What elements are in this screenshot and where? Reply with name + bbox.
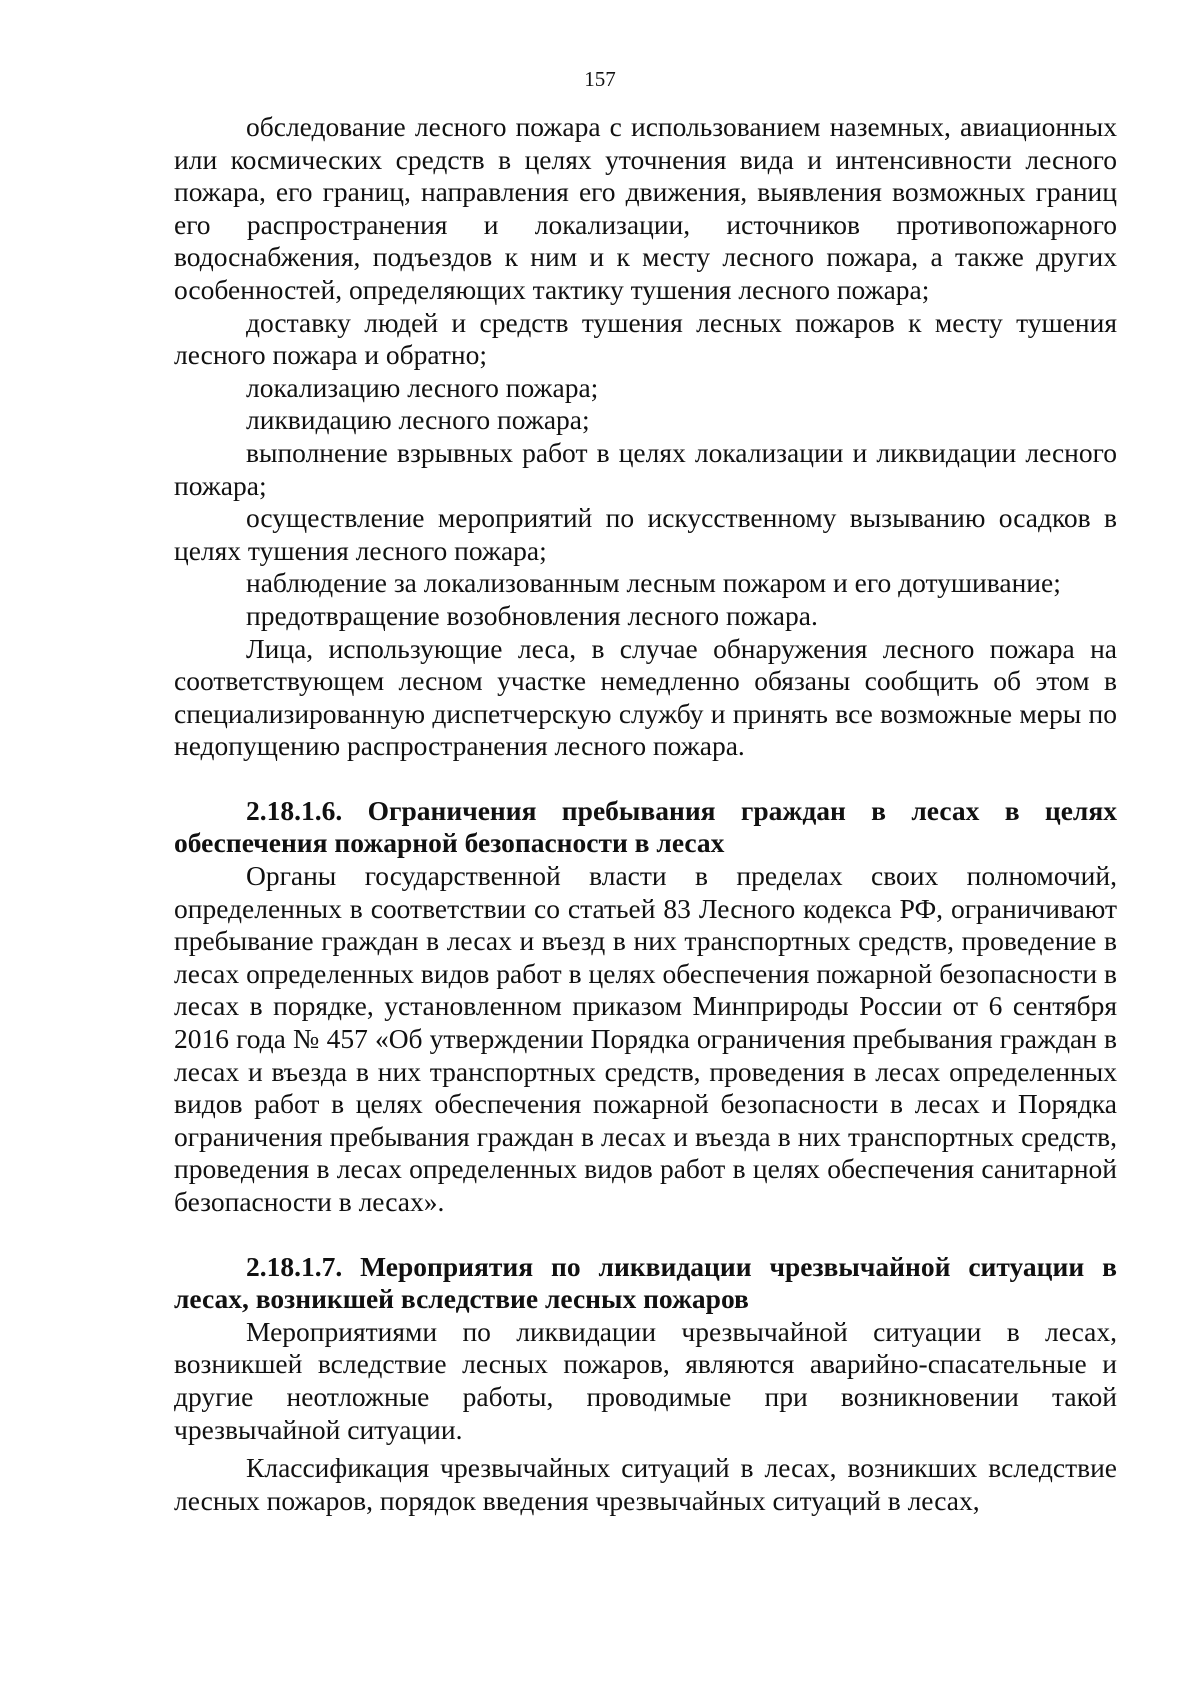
section-body-2-18-1-7-first: Мероприятиями по ликвидации чрезвычайной ситуации в лесах, возникшей вследствие лесных пожаров, являются аварийно-спасательные и другие неотложные работы, проводимые при возникновении такой чрезвычайной ситуации. [174,1315,1117,1445]
paragraph-fire-survey: обследование лесного пожара с использованием наземных, авиационных или космических средств в целях уточнения вида и интенсивности лесного пожара, его границ, направления его движения, выявления возможных границ его распространения и локализации, источников противопожарного водоснабжения, подъездов к ним и к месту лесного пожара, а также других особенностей, определяющих тактику тушения лесного пожара; [174,111,1117,305]
page-number: 157 [584,67,616,91]
paragraph-monitoring: наблюдение за локализованным лесным пожаром и его дотушивание; [246,567,1061,599]
paragraph-liquidation: ликвидацию лесного пожара; [246,404,590,436]
paragraph-blasting: выполнение взрывных работ в целях локализации и ликвидации лесного пожара; [174,436,1117,501]
paragraph-prevention: предотвращение возобновления лесного пожара. [246,599,818,631]
section-body-2-18-1-7-second: Классификация чрезвычайных ситуаций в лесах, возникших вследствие лесных пожаров, порядок введения чрезвычайных ситуаций в лесах, [174,1452,1117,1516]
paragraph-delivery: доставку людей и средств тушения лесных пожаров к месту тушения лесного пожара и обратно; [174,306,1117,371]
section-heading-2-18-1-7: 2.18.1.7. Мероприятия по ликвидации чрезвычайной ситуации в лесах, возникшей вследствие лесных пожаров [174,1250,1117,1315]
section-heading-2-18-1-6: 2.18.1.6. Ограничения пребывания граждан в лесах в целях обеспечения пожарной безопасности в лесах [174,794,1117,859]
section-body-2-18-1-6: Органы государственной власти в пределах своих полномочий, определенных в соответствии со статьей 83 Лесного кодекса РФ, ограничивают пребывание граждан в лесах и въезд в них транспортных средств, проведение в лесах определенных видов работ в целях обеспечения пожарной безопасности в лесах в порядке, установленном приказом Минприроды России от 6 сентября 2016 года № 457 «Об утверждении Порядка ограничения пребывания граждан в лесах и въезда в них транспортных средств, проведения в лесах определенных видов работ в целях обеспечения пожарной безопасности в лесах и Порядка ограничения пребывания граждан в лесах и въезда в них транспортных средств, проведения в лесах определенных видов работ в целях обеспечения санитарной безопасности в лесах». [174,860,1117,1217]
paragraph-localization: локализацию лесного пожара; [246,371,599,403]
paragraph-precipitation: осуществление мероприятий по искусственному вызыванию осадков в целях тушения лесного пожара; [174,502,1117,566]
page-body [174,111,1117,1517]
paragraph-forest-users-duty: Лица, использующие леса, в случае обнаружения лесного пожара на соответствующем лесном участке немедленно обязаны сообщить об этом в специализированную диспетчерскую службу и принять все возможные меры по недопущению распространения лесного пожара. [174,632,1117,762]
